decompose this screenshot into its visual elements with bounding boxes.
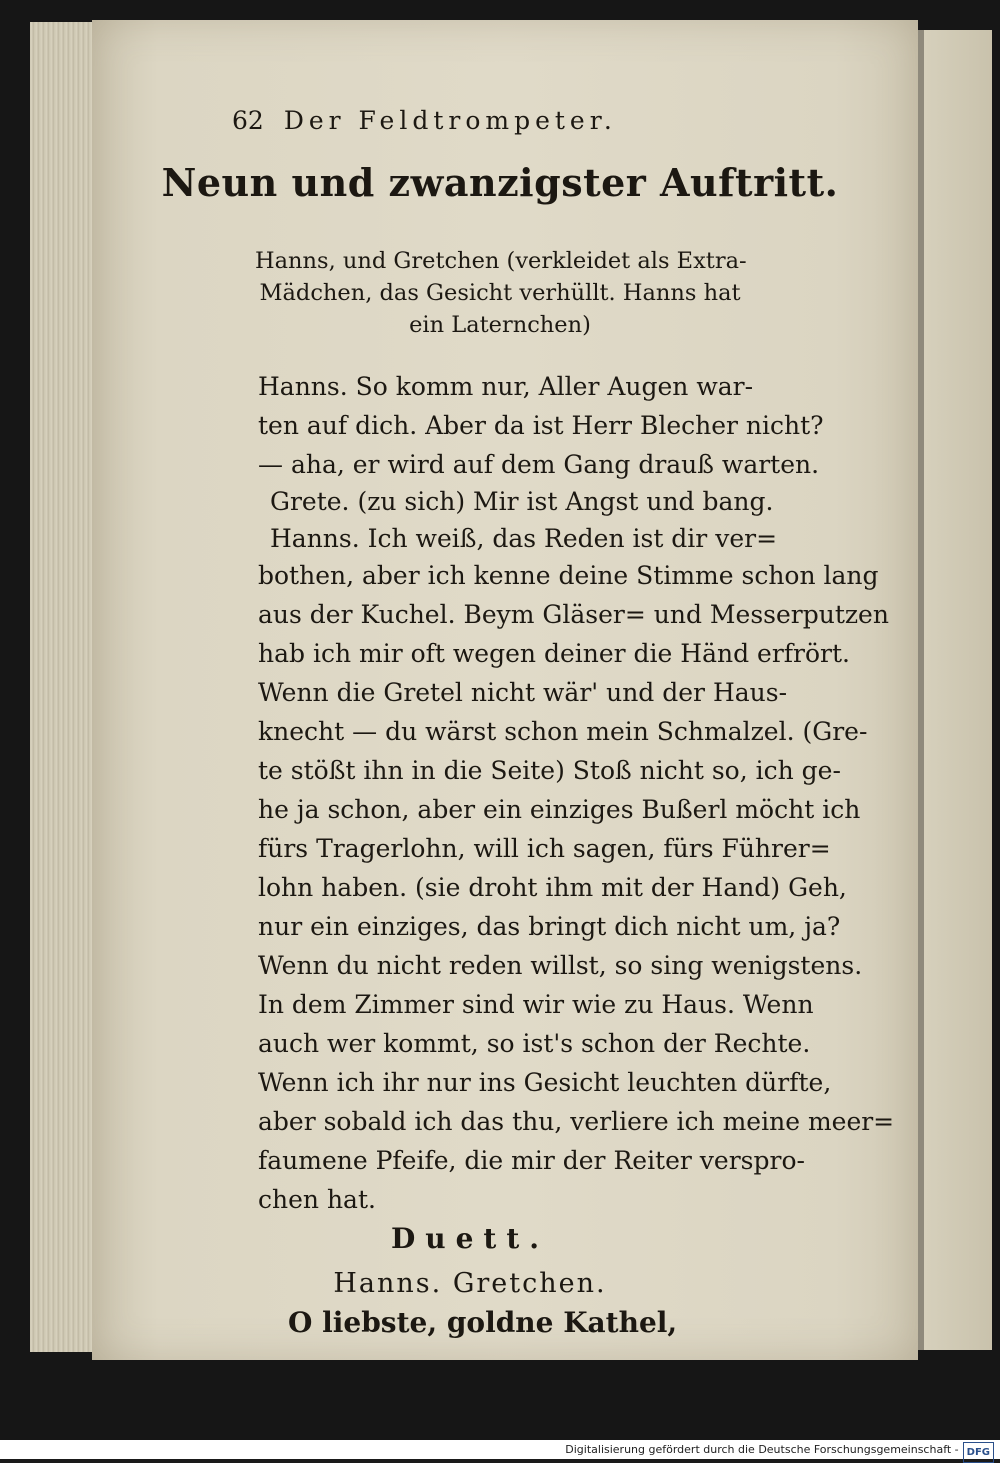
stage-direction-line: ein Laternchen) [409, 312, 591, 338]
page-number: 62 [232, 106, 264, 135]
body-line: Hanns. Ich weiß, das Reden ist dir ver= [270, 524, 778, 553]
page-stack-edge [30, 22, 100, 1352]
body-line: Wenn die Gretel nicht wär' und der Haus- [258, 678, 788, 707]
body-line: — aha, er wird auf dem Gang drauß warten. [258, 450, 820, 479]
footer-credit: Digitalisierung gefördert durch die Deutsche Forschungsgemeinschaft - [565, 1443, 959, 1456]
body-line: Wenn du nicht reden willst, so sing wenigstens. [258, 951, 863, 980]
speaker-names: Hanns. Gretchen. [333, 1268, 607, 1299]
body-line: Grete. (zu sich) Mir ist Angst und bang. [270, 487, 774, 516]
body-line: knecht — du wärst schon mein Schmalzel. (Gre- [258, 717, 868, 746]
body-line: lohn haben. (sie droht ihm mit der Hand) Geh, [258, 873, 847, 902]
body-line: chen hat. [258, 1185, 376, 1214]
body-line: nur ein einziges, das bringt dich nicht um, ja? [258, 912, 841, 941]
stage-direction-line: Mädchen, das Gesicht verhüllt. Hanns hat [259, 280, 741, 306]
facing-page-edge [924, 30, 992, 1350]
stage-direction-line: Hanns, und Gretchen (verkleidet als Extra- [255, 248, 747, 274]
body-line: bothen, aber ich kenne deine Stimme schon lang [258, 561, 879, 590]
body-line: Wenn ich ihr nur ins Gesicht leuchten dürfte, [258, 1068, 832, 1097]
section-title: Duett. [390, 1222, 550, 1255]
body-line: aus der Kuchel. Beym Gläser= und Messerputzen [258, 600, 889, 629]
body-line: aber sobald ich das thu, verliere ich meine meer= [258, 1107, 895, 1136]
body-line: hab ich mir oft wegen deiner die Händ erfrört. [258, 639, 850, 668]
body-line: In dem Zimmer sind wir wie zu Haus. Wenn [258, 990, 814, 1019]
scene-title: Neun und zwanzigster Auftritt. [161, 160, 839, 205]
body-line: auch wer kommt, so ist's schon der Rechte. [258, 1029, 811, 1058]
verse-line: O liebste, goldne Kathel, [288, 1306, 678, 1339]
body-line: te stößt ihn in die Seite) Stoß nicht so, ich ge- [258, 756, 841, 785]
body-line: Hanns. So komm nur, Aller Augen war- [258, 372, 754, 401]
footer-bar [0, 1440, 1000, 1459]
body-line: he ja schon, aber ein einziges Bußerl möcht ich [258, 795, 861, 824]
body-line: ten auf dich. Aber da ist Herr Blecher nicht? [258, 411, 824, 440]
running-head [232, 106, 617, 135]
body-line: faumene Pfeife, die mir der Reiter verspro- [258, 1146, 805, 1175]
dfg-logo: DFG [963, 1442, 994, 1463]
body-line: fürs Tragerlohn, will ich sagen, fürs Führer= [258, 834, 831, 863]
running-head-title: Der Feldtrompeter. [283, 106, 617, 135]
